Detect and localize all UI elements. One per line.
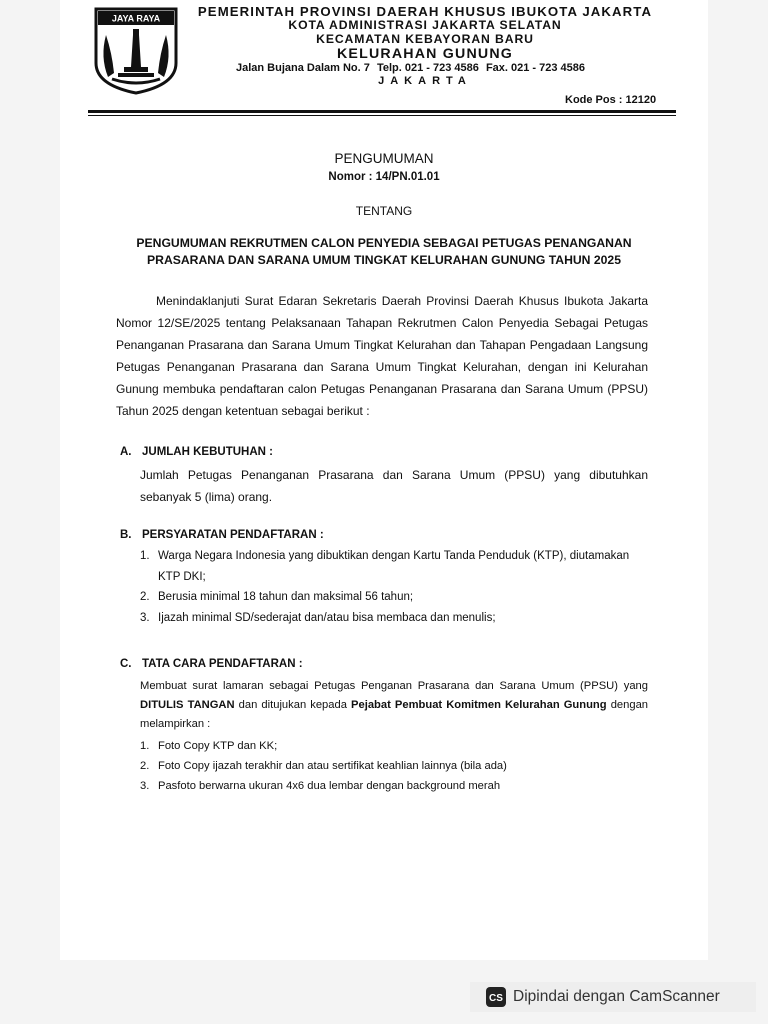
list-item-number: 2. [140,760,150,772]
section-b-heading [120,529,324,541]
jaya-raya-logo [94,7,178,95]
list-item-number: 3. [140,780,150,792]
svg-text:CS: CS [489,993,503,1004]
logo-label: JAYA RAYA [111,13,161,24]
list-item [140,587,648,608]
intro-text: Menindaklanjuti Surat Edaran Sekretaris Daerah Provinsi Daerah Khusus Ibukota Jakarta Nomor 12/SE/2025 tentang Pelaksanaan Tahapan Rekrutmen Calon Penyedia Sebagai Petugas Penanganan Prasarana dan Sarana Umum Tingkat Kelurahan dan Tahapan Pengadaan Langsung Petugas Penanganan Prasarana dan Sarana Umum Tingkat Kelurahan, dengan ini Kelurahan Gunung membuka pendaftaran calon Petugas Penanganan Prasarana dan Sarana Umum (PPSU) Tahun 2025 dengan ketentuan sebagai berikut : [116,294,648,418]
section-c-heading [120,658,303,670]
section-b-title: PERSYARATAN PENDAFTARAN : [142,529,324,541]
section-a-title: JUMLAH KEBUTUHAN : [142,446,273,458]
list-item-continuation: KTP DKI; [158,570,206,583]
letterhead-line-province: PEMERINTAH PROVINSI DAERAH KHUSUS IBUKOTA JAKARTA [197,4,653,19]
letterhead-line-city: KOTA ADMINISTRASI JAKARTA SELATAN [288,18,562,32]
letterhead-divider-thin [88,115,676,116]
section-a-letter: A. [120,446,132,458]
section-c-text-part2: dan ditujukan kepada [238,699,347,711]
list-item-text: Foto Copy ijazah terakhir dan atau sertifikat keahlian lainnya (bila ada) [158,760,507,772]
letterhead-contact [188,63,662,76]
list-item-text: Berusia minimal 18 tahun dan maksimal 56 tahun; [158,591,414,603]
section-c-text-bold2: Pejabat Pembuat Komitmen Kelurahan Gunung [351,699,607,711]
list-item-number: 3. [140,611,150,624]
letterhead-line-district: KECAMATAN KEBAYORAN BARU [316,31,534,46]
camscanner-label: Dipindai dengan CamScanner [513,988,720,1005]
section-c-text [140,677,648,734]
section-b-list [140,546,648,628]
list-item [140,776,648,796]
section-c-text-part3: dengan melampirkan : [140,699,649,730]
document-title: PENGUMUMAN [334,151,434,166]
section-c-title: TATA CARA PENDAFTARAN : [142,658,303,670]
list-item [140,736,648,756]
intro-paragraph [116,290,648,422]
section-a-heading [120,446,273,458]
subject-line-2: PRASARANA DAN SARANA UMUM TINGKAT KELURAHAN GUNUNG TAHUN 2025 [147,253,621,267]
list-item [140,756,648,776]
document-subject [60,235,708,269]
letterhead-phone: Telp. 021 - 723 4586 [376,61,479,74]
list-item-text: Warga Negara Indonesia yang dibuktikan dengan Kartu Tanda Penduduk (KTP), diutamakan [158,550,630,562]
postcode: Kode Pos : 12120 [565,94,657,106]
letterhead-divider-thick [88,110,676,113]
subject-line-1: PENGUMUMAN REKRUTMEN CALON PENYEDIA SEBAGAI PETUGAS PENANGANAN [136,236,632,250]
camscanner-icon [486,987,506,1007]
document-number: Nomor : 14/PN.01.01 [328,171,440,183]
letterhead-line-kelurahan: KELURAHAN GUNUNG [336,45,514,62]
letterhead-fax: Fax. 021 - 723 4586 [485,61,586,74]
list-item-number: 1. [140,550,150,562]
letterhead-city: JAKARTA [378,74,472,87]
list-item [140,546,648,587]
letterhead [188,5,662,88]
list-item-number: 1. [140,740,150,752]
section-c-letter: C. [120,658,132,670]
letterhead-address: Jalan Bujana Dalam No. 7 [236,61,370,74]
document-about: TENTANG [355,204,413,218]
section-c-list [140,736,648,796]
list-item-text: Foto Copy KTP dan KK; [158,740,278,752]
list-item-number: 2. [140,591,150,603]
list-item [140,608,648,629]
list-item-text: Pasfoto berwarna ukuran 4x6 dua lembar dengan background merah [158,780,501,792]
section-b-letter: B. [120,529,132,541]
camscanner-watermark [470,982,756,1012]
section-a-text: Jumlah Petugas Penanganan Prasarana dan Sarana Umum (PPSU) yang dibutuhkan sebanyak 5 (lima) orang. [140,468,648,504]
list-item-text: Ijazah minimal SD/sederajat dan/atau bisa membaca dan menulis; [158,611,496,624]
section-c-text-bold1: DITULIS TANGAN [140,699,235,711]
section-c-text-part1: Membuat surat lamaran sebagai Petugas Penganan Prasarana dan Sarana Umum (PPSU) yang [140,680,648,692]
